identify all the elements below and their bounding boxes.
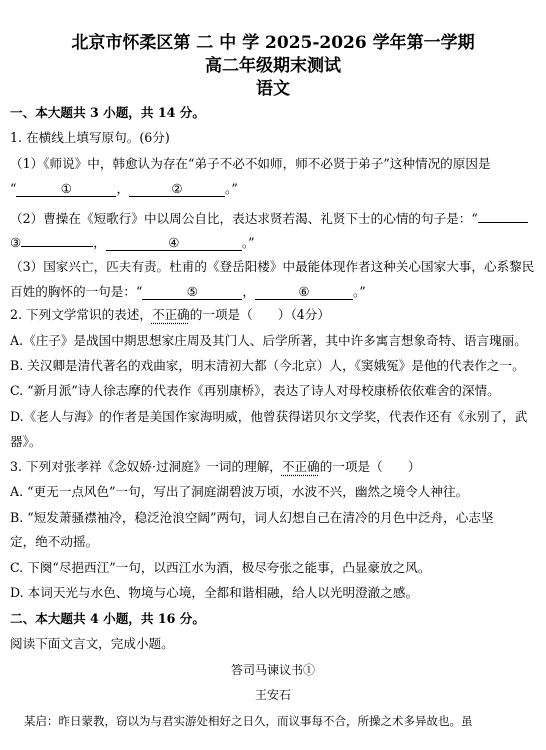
q1-stem: 1. 在横线上填写原句。(6分): [10, 130, 170, 145]
q2-option-d-line2: 器》。: [10, 434, 42, 449]
blank-2[interactable]: ②: [129, 181, 225, 197]
q3-option-a[interactable]: A. “更无一点风色”一句，写出了洞庭湖碧波万顷，水波不兴，幽然之境令人神往。: [10, 484, 469, 499]
q3-option-d[interactable]: D. 本词天光与水色、物境与心境，全都和谐相融，给人以光明澄澈之感。: [10, 585, 419, 600]
blank-1[interactable]: ①: [16, 181, 116, 197]
q1-part1-line1: （1）《师说》中，韩愈认为存在“弟子不必不如师，师不必贤于弟子”这种情况的原因是: [10, 156, 491, 171]
q2-option-d-line1[interactable]: D.《老人与海》的作者是美国作家海明威，他曾获得诺贝尔文学奖，代表作还有《永别了，武: [10, 409, 528, 424]
blank-6[interactable]: ⑥: [255, 284, 353, 300]
q1-part2-text: （2）曹操在《短歌行》中以周公自比，表达求贤若渴、礼贤下士的心情的句子是：“: [10, 211, 478, 226]
comma: ，: [116, 181, 130, 196]
passage-author: 王安石: [254, 688, 291, 702]
q2-stem-a: 2. 下列文学常识的表述，: [10, 307, 152, 322]
section1-heading: 一、本大题共 3 小题，共 14 分。: [10, 105, 205, 120]
q2-stem: [10, 306, 330, 324]
comma-2: ，: [93, 235, 106, 250]
exam-title-school: 北京市怀柔区第 二 中 学 2025-2026 学年第一学期: [71, 33, 475, 53]
passage-title: 答司马谏议书①: [230, 663, 315, 677]
close-quote-2: 。”: [241, 235, 255, 250]
blank-5[interactable]: ⑤: [142, 284, 242, 300]
q2-option-c[interactable]: C. “新月派”诗人徐志摩的代表作《再别康桥》，表达了诗人对母校康桥依依难舍的深情。: [10, 383, 500, 398]
exam-title-subject: 语文: [256, 79, 290, 99]
q1-part2-line1: [10, 207, 528, 228]
blank-3-start[interactable]: [478, 207, 528, 223]
section2-intro: 阅读下面文言文，完成小题。: [10, 636, 174, 651]
comma-3: ，: [242, 284, 255, 299]
q2-option-a[interactable]: A.《庄子》是战国中期思想家庄周及其门人、后学所著，其中许多寓言想象奇特、语言瑰丽。: [10, 333, 527, 348]
q2-option-b[interactable]: B. 关汉卿是清代著名的戏曲家，明末清初大都（今北京）人，《窦娥冤》是他的代表作之一。: [10, 358, 525, 373]
blank-3[interactable]: [21, 231, 93, 247]
q2-stem-b: 的一项是（ ）（4分）: [189, 307, 330, 322]
q3-stem-a: 3. 下列对张孝祥《念奴娇·过洞庭》一词的理解，: [10, 459, 282, 474]
q1-part1-line2: [10, 180, 238, 198]
q3-stem-emphasis: 不正确: [281, 459, 320, 474]
exam-title-grade: 高二年级期末测试: [205, 56, 341, 76]
q3-option-b-line2: 定，绝不动摇。: [10, 534, 99, 549]
q1-part3-line2: [10, 283, 366, 301]
section2-heading: 二、本大题共 4 小题，共 16 分。: [10, 611, 205, 626]
blank-3-label: ③: [10, 235, 22, 250]
q3-stem-b: 的一项是（ ）: [319, 459, 421, 474]
open-quote: “: [10, 181, 17, 196]
q1-part2-line2: [10, 231, 255, 252]
q1-part3-line1: （3）国家兴亡，匹夫有责。杜甫的《登岳阳楼》中最能体现作者这种关心国家大事，心系黎民: [10, 259, 535, 274]
q3-option-b-line1[interactable]: B. “短发萧骚襟袖冷，稳泛沧浪空阔”两句，词人幻想自己在清冷的月色中泛舟，心志坚: [10, 510, 494, 525]
passage-first-line: 某启：昨日蒙教，窃以为与君实游处相好之日久，而议事每不合，所操之术多异故也。虽: [24, 714, 473, 728]
close-quote-3: 。”: [352, 284, 366, 299]
q1-part3-text: 百姓的胸怀的一句是：“: [10, 284, 143, 299]
close-quote: 。”: [225, 181, 238, 196]
q3-option-c[interactable]: C. 下阕“尽挹西江”一句，以西江水为酒，极尽夸张之能事，凸显豪放之风。: [10, 560, 431, 575]
q2-stem-emphasis: 不正确: [151, 307, 190, 322]
q3-stem: [10, 458, 420, 476]
blank-4[interactable]: ④: [106, 235, 242, 251]
